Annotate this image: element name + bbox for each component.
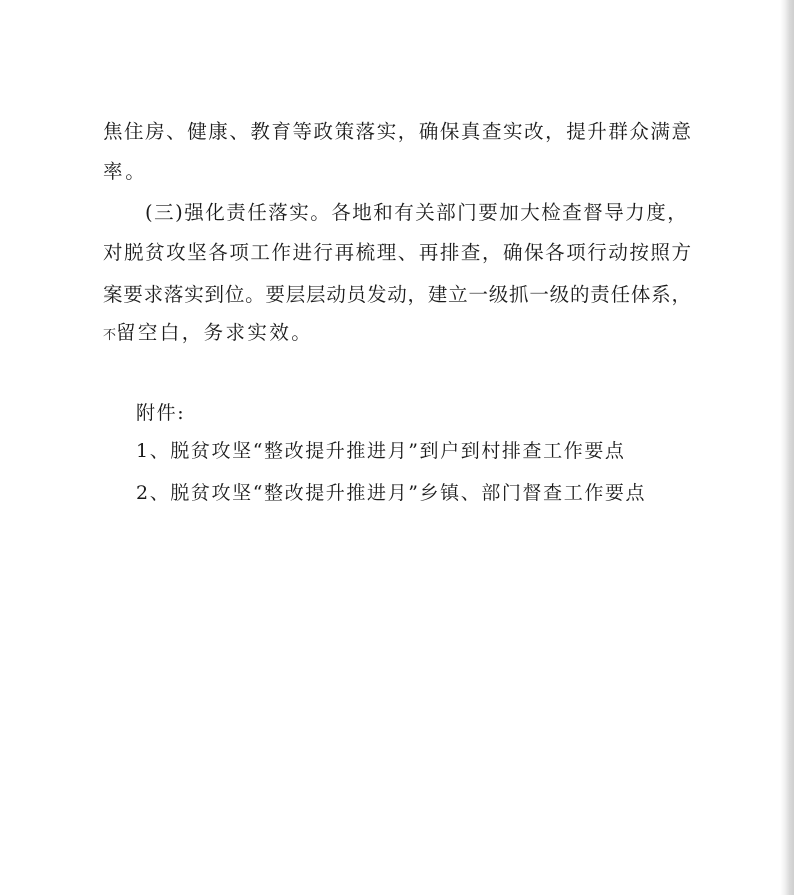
small-character: 不 bbox=[103, 328, 117, 343]
page-edge-shadow bbox=[780, 0, 794, 895]
body-text-line-6 bbox=[103, 318, 703, 351]
section-heading-line: (三)强化责任落实。各地和有关部门要加大检查督导力度， bbox=[145, 201, 689, 224]
body-text-line-5: 案要求落实到位。要层层动员发动，建立一级抓一级的责任体系， bbox=[103, 283, 691, 306]
attachments-label: 附件: bbox=[136, 402, 186, 424]
attachment-item-2: 2、脱贫攻坚“整改提升推进月”乡镇、部门督查工作要点 bbox=[136, 482, 647, 504]
body-text-line-1: 焦住房、健康、教育等政策落实，确保真查实改，提升群众满意 bbox=[103, 120, 691, 143]
body-text-line-6-rest: 留空白，务求实效。 bbox=[116, 321, 314, 344]
body-text-line-4: 对脱贫攻坚各项工作进行再梳理、再排查，确保各项行动按照方 bbox=[103, 241, 691, 264]
attachment-item-1: 1、脱贫攻坚“整改提升推进月”到户到村排查工作要点 bbox=[136, 440, 626, 462]
body-text-line-2: 率。 bbox=[103, 160, 148, 183]
